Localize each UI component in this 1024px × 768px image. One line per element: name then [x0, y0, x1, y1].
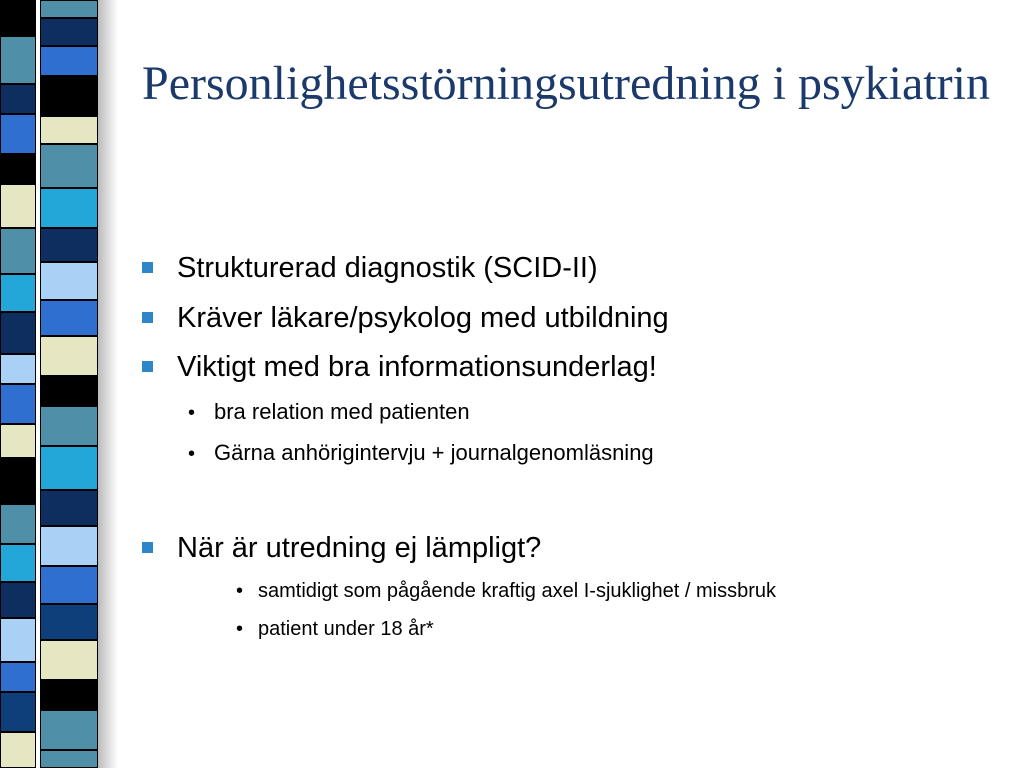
stripe-block: [40, 680, 98, 710]
stripe-block: [0, 228, 36, 274]
stripe-block: [40, 490, 98, 526]
stripe-block: [40, 46, 98, 76]
sub-bullet-text: bra relation med patienten: [214, 399, 470, 424]
stripe-block: [0, 184, 36, 228]
bullet-text: Kräver läkare/psykolog med utbildning: [177, 302, 669, 334]
sub-bullet-text: patient under 18 år*: [258, 618, 434, 640]
decorative-stripe: [0, 0, 118, 768]
sub-bullet-text: Gärna anhörigintervju + journalgenomläsning: [214, 440, 654, 465]
stripe-block: [40, 336, 98, 376]
bullet-text: Viktigt med bra informationsunderlag!: [177, 351, 657, 383]
stripe-block: [40, 710, 98, 750]
stripe-block: [0, 114, 36, 154]
stripe-block: [0, 732, 36, 768]
stripe-block: [40, 0, 98, 18]
bullet-item: [142, 351, 657, 384]
stripe-block: [0, 354, 36, 384]
stripe-block: [40, 640, 98, 680]
bullet-item: [142, 532, 541, 565]
stripe-block: [40, 566, 98, 604]
stripe-block: [40, 116, 98, 144]
stripe-block: [0, 312, 36, 354]
round-bullet-icon: •: [188, 402, 196, 424]
stripe-block: [40, 750, 98, 768]
bullet-item: [142, 252, 598, 285]
stripe-block: [0, 84, 36, 114]
stripe-block: [0, 274, 36, 312]
stripe-block: [40, 526, 98, 566]
stripe-block: [40, 262, 98, 300]
stripe-block: [40, 406, 98, 446]
stripe-block: [0, 582, 36, 618]
square-bullet-icon: [142, 262, 153, 273]
square-bullet-icon: [142, 361, 153, 372]
stripe-block: [0, 458, 36, 504]
stripe-block: [0, 384, 36, 424]
stripe-block: [40, 376, 98, 406]
stripe-block: [40, 76, 98, 116]
stripe-block: [40, 604, 98, 640]
round-bullet-icon: •: [236, 580, 244, 602]
stripe-block: [0, 424, 36, 458]
sub-bullet-text: samtidigt som pågående kraftig axel I-sjuklighet / missbruk: [258, 580, 777, 602]
square-bullet-icon: [142, 542, 153, 553]
stripe-block: [0, 692, 36, 732]
stripe-block: [0, 618, 36, 662]
sub-bullet-item: [236, 580, 776, 603]
bullet-text: När är utredning ej lämpligt?: [177, 532, 542, 564]
round-bullet-icon: •: [188, 443, 196, 465]
stripe-block: [40, 144, 98, 188]
round-bullet-icon: •: [236, 618, 244, 640]
stripe-block: [40, 188, 98, 228]
stripe-block: [0, 662, 36, 692]
stripe-block: [0, 544, 36, 582]
bullet-text: Strukturerad diagnostik (SCID-II): [177, 252, 598, 284]
stripe-block: [0, 154, 36, 184]
stripe-block: [40, 18, 98, 46]
sub-bullet-item: [188, 440, 654, 466]
bullet-item: [142, 302, 669, 335]
slide-title: Personlighetsstörningsutredning i psykiatrin: [142, 57, 990, 110]
stripe-block: [40, 300, 98, 336]
stripe-block: [0, 0, 36, 36]
sub-bullet-item: [236, 618, 434, 641]
sub-bullet-item: [188, 399, 470, 425]
stripe-block: [0, 504, 36, 544]
stripe-block: [0, 36, 36, 84]
stripe-shadow: [98, 0, 118, 768]
square-bullet-icon: [142, 312, 153, 323]
stripe-block: [40, 228, 98, 262]
stripe-block: [40, 446, 98, 490]
